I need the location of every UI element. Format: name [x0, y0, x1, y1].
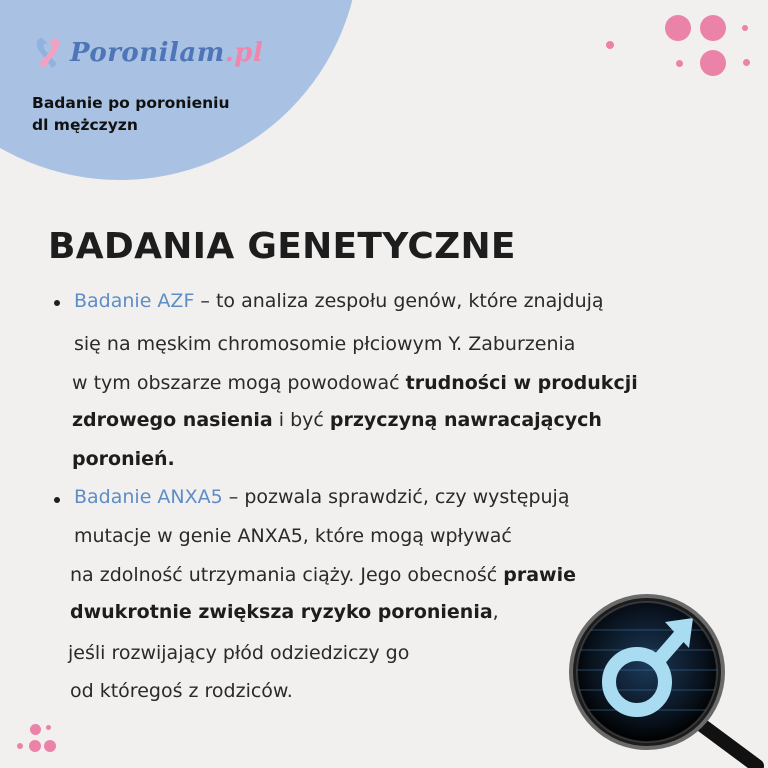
magnifier-male-symbol-icon	[565, 590, 765, 768]
decor-dot	[676, 60, 683, 67]
anxa5-line-6: od któregoś z rodziców.	[70, 680, 293, 702]
anxa5-line-5: jeśli rozwijający płód odziedziczy go	[68, 642, 410, 664]
anxa5-line-4: dwukrotnie zwiększa ryzyko poronienia,	[70, 601, 499, 623]
azf-line-1: Badanie AZF – to analiza zespołu genów, które znajdują	[74, 290, 604, 312]
decor-dot	[46, 725, 51, 730]
brand-name: Poronilam.pl	[70, 38, 264, 68]
decor-dot	[30, 724, 41, 735]
decor-dot	[665, 15, 691, 41]
decor-dot	[743, 59, 750, 66]
post-subtitle: Badanie po poronieniu dl mężczyzn	[32, 94, 230, 134]
section-heading: BADANIA GENETYCZNE	[48, 226, 516, 267]
ribbon-icon	[32, 36, 64, 70]
azf-term: Badanie AZF	[74, 290, 195, 312]
anxa5-line-2: mutacje w genie ANXA5, które mogą wpływać	[74, 525, 512, 547]
decor-dot	[700, 50, 726, 76]
azf-line-5: poronień.	[72, 448, 175, 470]
decor-dot	[29, 740, 41, 752]
azf-line-2: się na męskim chromosomie płciowym Y. Zaburzenia	[74, 333, 576, 355]
decor-dot	[606, 41, 614, 49]
decor-dot	[17, 743, 23, 749]
anxa5-term: Badanie ANXA5	[74, 486, 223, 508]
azf-line-3: w tym obszarze mogą powodować trudności w produkcji	[72, 372, 638, 394]
decor-dot	[742, 25, 748, 31]
decor-dot	[700, 15, 726, 41]
brand-logo[interactable]	[32, 36, 263, 70]
decor-dot	[44, 740, 56, 752]
azf-line-4: zdrowego nasienia i być przyczyną nawracających	[72, 409, 602, 431]
anxa5-line-3: na zdolność utrzymania ciąży. Jego obecność prawie	[70, 564, 576, 586]
corner-circle-decoration	[0, 0, 360, 180]
bullet-point	[54, 300, 60, 306]
bullet-point	[54, 497, 60, 503]
anxa5-line-1: Badanie ANXA5 – pozwala sprawdzić, czy występują	[74, 486, 570, 508]
